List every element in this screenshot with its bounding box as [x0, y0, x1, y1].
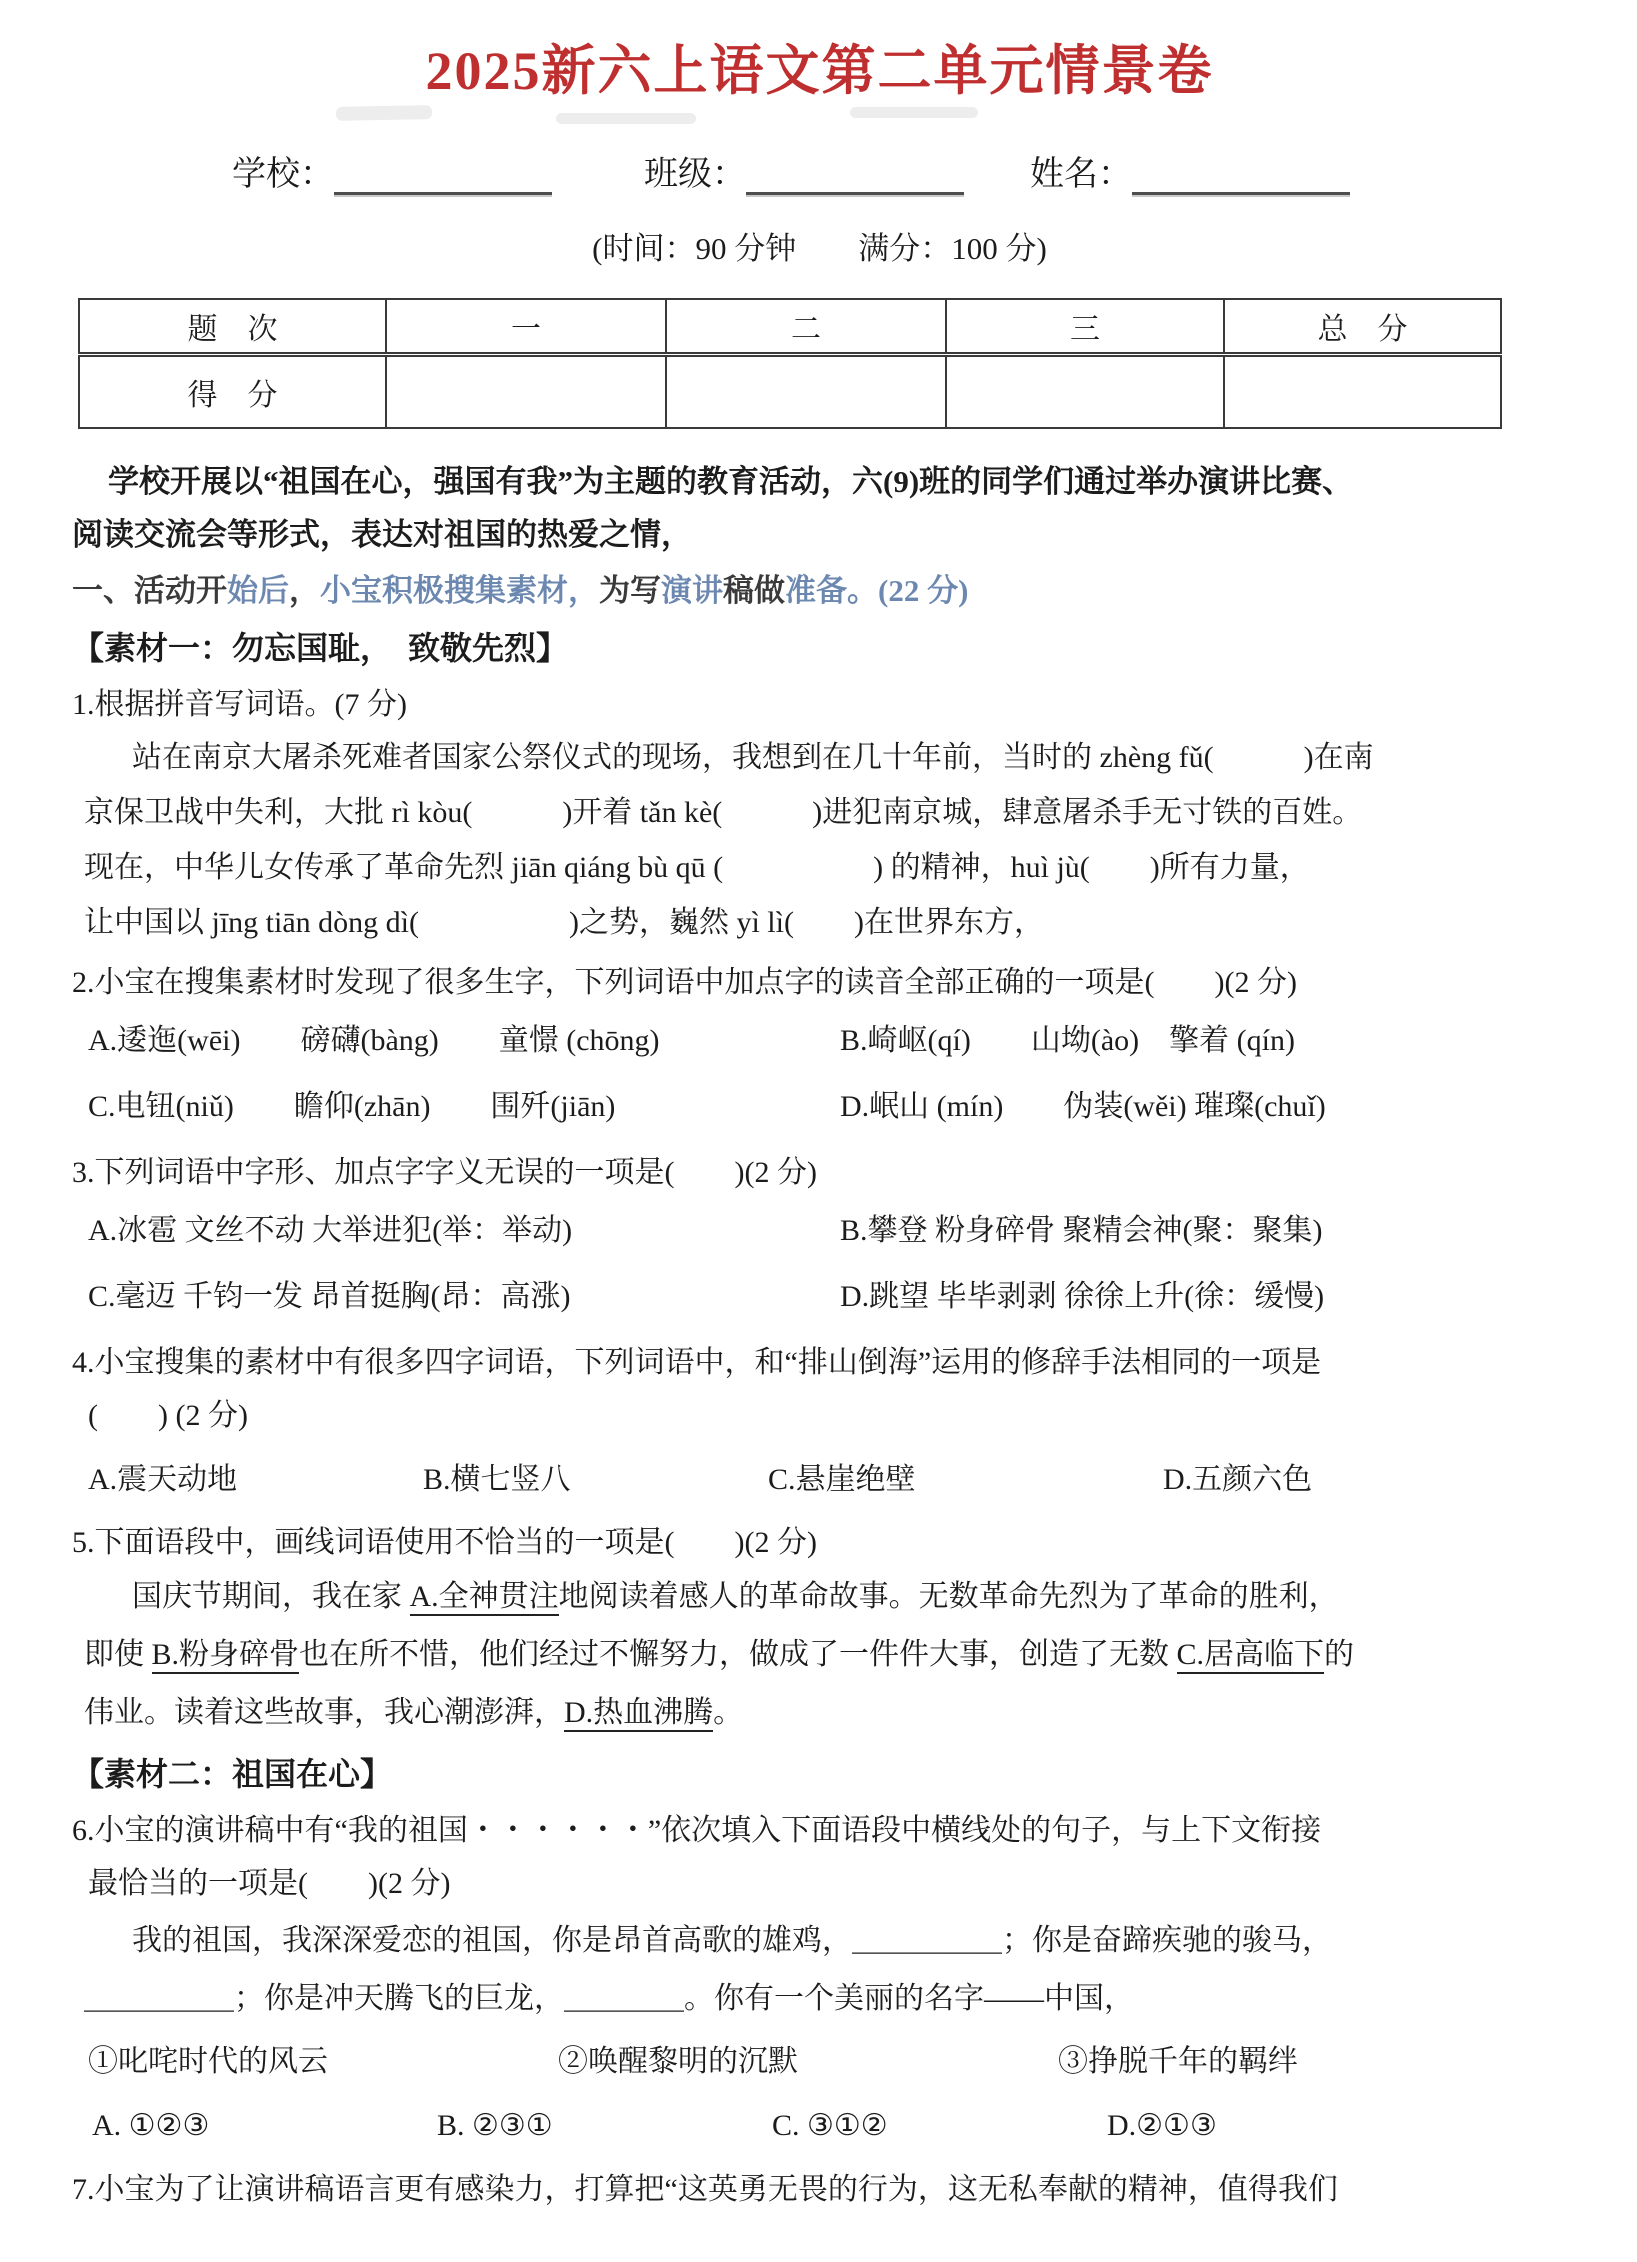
q6-passage-line: ＿＿＿＿＿；你是冲天腾飞的巨龙，＿＿＿＿。你有一个美丽的名字——中国， — [84, 1982, 1134, 2015]
score-table-header-cell: 总 分 — [1224, 299, 1501, 355]
q6-stem-line-2: 最恰当的一项是( )(2 分) — [88, 1867, 451, 1900]
q1-passage-line: 站在南京大屠杀死难者国家公祭仪式的现场，我想到在几十年前，当时的 zhèng fǔ( )在南 — [132, 741, 1374, 774]
q3-option-c[interactable]: C.毫迈 千钧一发 昂首挺胸(昂：高涨) — [88, 1280, 571, 1313]
q2-stem: 2.小宝在搜集素材时发现了很多生字，下列词语中加点字的读音全部正确的一项是( )(2 分) — [72, 966, 1297, 999]
erased-text-smudge — [850, 107, 978, 118]
q2-options-row-2 — [88, 1074, 1567, 1140]
q6-answer-a[interactable]: A. ①②③ — [92, 2109, 210, 2142]
q6-answer-b[interactable]: B. ②③① — [437, 2109, 553, 2142]
q5-passage-line — [84, 1684, 1567, 1742]
q2-option-a[interactable]: A.逶迤(wēi) 磅礴(bàng) 童憬 (chōng) — [88, 1024, 660, 1057]
q4-stem: 4.小宝搜集的素材中有很多四字词语，下列词语中，和“排山倒海”运用的修辞手法相同的一项是 — [72, 1346, 1322, 1379]
q6-stem: 6.小宝的演讲稿中有“我的祖国・・・・・・”依次填入下面语段中横线处的句子，与上下文衔接 — [72, 1814, 1322, 1847]
q6-passage-line: 我的祖国，我深深爱恋的祖国，你是昂首高歌的雄鸡，＿＿＿＿＿；你是奋蹄疾驰的骏马， — [132, 1924, 1332, 1957]
name-input-line[interactable] — [1132, 162, 1350, 195]
score-table-header-cell: 二 — [666, 299, 946, 355]
q3-options-row-2 — [88, 1264, 1567, 1330]
material-2-heading: 【素材二：祖国在心】 — [72, 1756, 393, 1792]
text-segment: 。(22 分) — [847, 573, 969, 608]
class-field — [644, 146, 964, 195]
q1-stem: 1.根据拼音写词语。(7 分) — [72, 688, 407, 721]
q3-option-b[interactable]: B.攀登 粉身碎骨 聚精会神(聚：聚集) — [840, 1214, 1323, 1247]
score-table-header-cell: 一 — [386, 299, 666, 355]
q6-answers-row — [92, 2098, 1567, 2154]
q6-item-1: ①叱咤时代的风云 — [88, 2045, 328, 2078]
text-segment: A.全神贯注 — [410, 1580, 559, 1616]
q6-item-2: ②唤醒黎明的沉默 — [558, 2045, 798, 2078]
score-table-header-row — [79, 299, 1501, 355]
text-segment: 始后 — [227, 573, 289, 608]
text-segment: 。 — [713, 1696, 744, 1729]
q3-option-a[interactable]: A.冰雹 文丝不动 大举进犯(举：举动) — [88, 1214, 573, 1247]
score-table-score-row — [79, 355, 1501, 429]
erased-text-smudge — [556, 113, 696, 124]
score-label-cell: 得 分 — [79, 355, 386, 429]
score-cell-1[interactable] — [386, 355, 666, 429]
q2-options-row-1 — [88, 1008, 1567, 1074]
school-label: 学校： — [232, 156, 334, 193]
text-segment: 演讲 — [661, 573, 723, 608]
intro-line: 阅读交流会等形式，表达对祖国的热爱之情， — [72, 517, 692, 552]
q2-option-c[interactable]: C.电钮(niǔ) 瞻仰(zhān) 围歼(jiān) — [88, 1090, 616, 1123]
q4-option-b[interactable]: B.横七竖八 — [423, 1463, 571, 1496]
section-1-heading — [72, 566, 1567, 616]
text-segment: 的 — [1324, 1638, 1355, 1671]
time-and-score-info: (时间：90 分钟 满分：100 分) — [592, 231, 1047, 266]
text-segment: D.热血沸腾 — [564, 1696, 713, 1732]
q4-option-a[interactable]: A.震天动地 — [88, 1463, 238, 1496]
class-label: 班级： — [644, 156, 746, 193]
q6-answer-c[interactable]: C. ③①② — [772, 2109, 888, 2142]
text-segment: 一、活动开 — [72, 573, 227, 608]
school-input-line[interactable] — [334, 162, 552, 195]
q4-option-c[interactable]: C.悬崖绝壁 — [768, 1463, 916, 1496]
school-field — [232, 146, 552, 195]
q5-passage-line — [84, 1626, 1567, 1684]
q3-stem: 3.下列词语中字形、加点字字义无误的一项是( )(2 分) — [72, 1156, 817, 1189]
text-segment: 国庆节期间，我在家 — [132, 1580, 410, 1613]
q1-passage-line: 让中国以 jīng tiān dòng dì( )之势，巍然 yì lì( )在世界东方， — [84, 906, 1044, 939]
q1-passage-line: 现在，中华儿女传承了革命先烈 jiān qiáng bù qū ( ) 的精神，huì jù( )所有力量， — [84, 851, 1310, 884]
text-segment: 即使 — [84, 1638, 152, 1671]
score-cell-2[interactable] — [666, 355, 946, 429]
material-1-heading: 【素材一：勿忘国耻， 致敬先烈】 — [72, 630, 569, 666]
erased-text-smudge — [336, 105, 432, 121]
score-cell-3[interactable] — [946, 355, 1224, 429]
q5-stem: 5.下面语段中，画线词语使用不恰当的一项是( )(2 分) — [72, 1526, 817, 1559]
q5-passage-line — [84, 1568, 1567, 1626]
page-title: 2025新六上语文第二单元情景卷 — [425, 41, 1214, 101]
student-info-line — [232, 146, 1567, 195]
intro-line: 学校开展以“祖国在心，强国有我”为主题的教育活动，六(9)班的同学们通过举办演讲比赛、 — [108, 464, 1354, 499]
text-segment: 也在所不惜，他们经过不懈努力，做成了一件件大事，创造了无数 — [299, 1638, 1177, 1671]
text-segment: 小宝积极搜集素材， — [320, 573, 599, 608]
text-segment: B.粉身碎骨 — [152, 1638, 300, 1674]
text-segment: 地阅读着感人的革命故事。无数革命先烈为了革命的胜利， — [558, 1580, 1339, 1613]
score-table-header-cell: 题 次 — [79, 299, 386, 355]
text-segment: 稿做 — [723, 573, 785, 608]
q6-item-3: ③挣脱千年的羁绊 — [1058, 2045, 1298, 2078]
text-segment: C.居高临下 — [1177, 1638, 1325, 1674]
q4-option-d[interactable]: D.五颜六色 — [1163, 1463, 1313, 1496]
name-field — [1030, 146, 1350, 195]
score-table — [78, 298, 1502, 429]
q4-answer-bracket: ( ) (2 分) — [88, 1399, 248, 1432]
q6-items-row — [88, 2034, 1567, 2090]
q6-answer-d[interactable]: D.②①③ — [1107, 2109, 1217, 2142]
q7-stem: 7.小宝为了让演讲稿语言更有感染力，打算把“这英勇无畏的行为，这无私奉献的精神，值得我们 — [72, 2173, 1338, 2206]
class-input-line[interactable] — [746, 162, 964, 195]
q2-option-d[interactable]: D.岷山 (mín) 伪装(wěi) 璀璨(chuǐ) — [840, 1090, 1326, 1123]
q3-options-row-1 — [88, 1198, 1567, 1264]
text-segment: 伟业。读着这些故事，我心潮澎湃， — [84, 1696, 564, 1729]
intro-paragraph — [72, 455, 1567, 561]
text-segment: ， — [289, 573, 320, 608]
q3-option-d[interactable]: D.跳望 毕毕剥剥 徐徐上升(徐：缓慢) — [840, 1280, 1325, 1313]
score-table-header-cell: 三 — [946, 299, 1224, 355]
q1-passage-line: 京保卫战中失利，大批 rì kòu( )开着 tǎn kè( )进犯南京城，肆意屠杀手无寸铁的百姓。 — [84, 796, 1363, 829]
score-cell-total[interactable] — [1224, 355, 1501, 429]
q2-option-b[interactable]: B.崎岖(qí) 山坳(ào) 擎着 (qín) — [840, 1024, 1295, 1057]
q4-options-row — [88, 1450, 1567, 1510]
text-segment: 为写 — [599, 573, 661, 608]
text-segment: 准备 — [785, 573, 847, 608]
name-label: 姓名： — [1030, 156, 1132, 193]
